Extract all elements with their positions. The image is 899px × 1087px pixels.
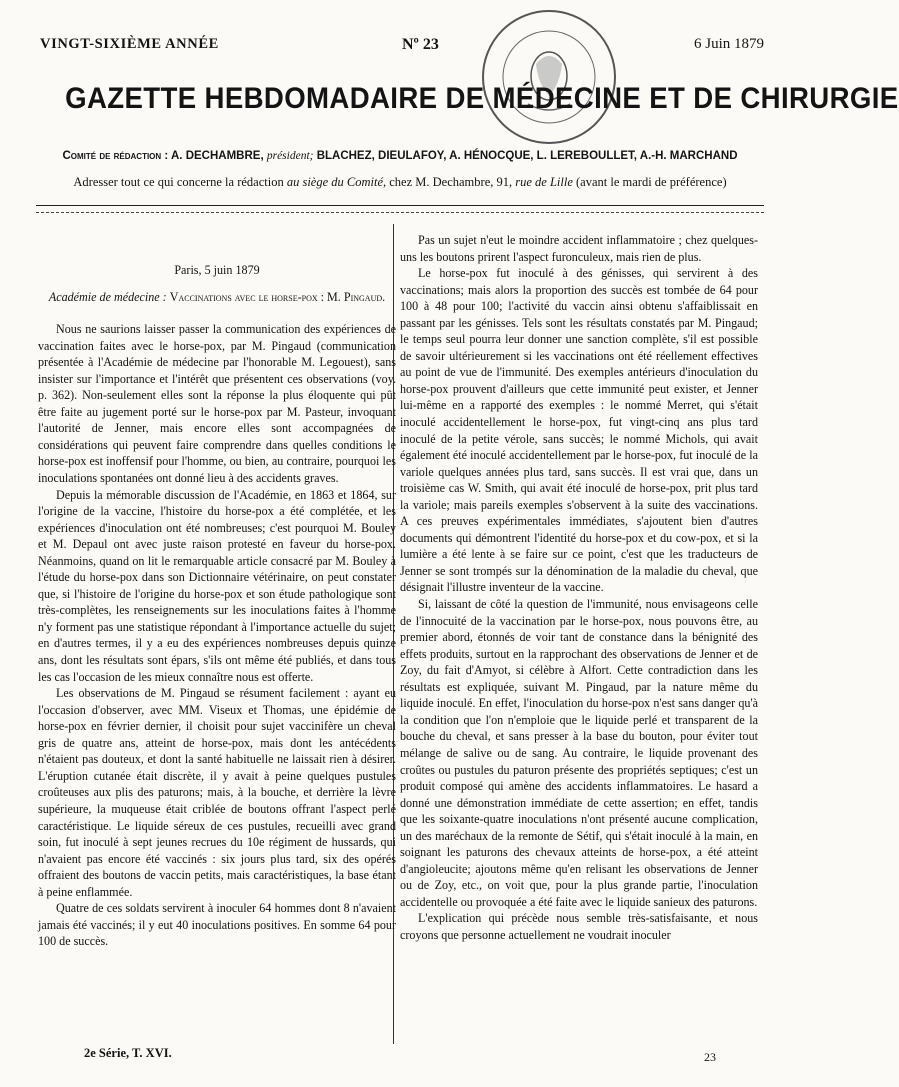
issue-number: Nº 23 xyxy=(402,36,439,53)
journal-title: GAZETTE HEBDOMADAIRE DE MÉDECINE ET DE CHIRURGIE xyxy=(65,82,899,115)
paragraph: Les observations de M. Pingaud se résument facilement : ayant eu l'occasion d'observer, avec MM. Viseux et Thomas, une épidémie de horse-pox en février dernier, il choisit pour sujet vaccinifère un cheval gris de quatre ans, atteint de horse-pox, mais dont les antécédents n'étaient pas douteux, et dont la santé habituelle ne laissait rien à désirer. L'éruption cutanée était discrète, il y avait à peine quelques pustules croûteuses aux plis des paturons; mais, à la bouche, et derrière la lèvre supérieure, la muqueuse était criblée de boutons offrant l'aspect perlé caractéristique. Le liquide séreux de ces pustules, recueilli avec grand soin, fut inoculé à sept jeunes recrues du 10e régiment de hussards, qui n'avaient pas encore été vaccinés : six jours plus tard, six des opérés offraient des boutons de vaccin petits, mais caractéristiques, la base étant à peine enflammée. xyxy=(38,686,396,899)
comite-label: Comité de rédaction : xyxy=(62,150,169,162)
paragraph: Depuis la mémorable discussion de l'Académie, en 1863 et 1864, sur l'origine de la vaccine, l'histoire du horse-pox a été complétée, et les expériences d'inoculation ont été nombreuses; c'est pourquoi M. Bouley et M. Depaul ont avec juste raison protesté en faveur du horse-pox. Néanmoins, quand on lit le remarquable article consacré par M. Bouley à l'étude du horse-pox dans son Dictionnaire vétérinaire, on peut constater que, si l'histoire de l'origine du horse-pox et son étude pathologique sont très-complètes, les renseignements sur les inoculations faites à l'homme n'y forment pas une statistique répondant à l'importance actuelle du sujet; en d'autres termes, il y a eu des expériences nombreuses depuis quinze ans, dont les résultats sont épars, s'ils ont même été publiés, et dans tous les cas l'occasion de les mieux connaître nous est offerte. xyxy=(38,487,396,684)
paragraph: Quatre de ces soldats servirent à inoculer 64 hommes dont 8 n'avaient jamais été vaccinés; il y eut 40 inoculations positives. En somme 64 pour 100 de succès. xyxy=(38,901,396,949)
library-stamp-icon xyxy=(476,4,622,150)
issue-date: 6 Juin 1879 xyxy=(693,36,764,52)
paragraph: L'explication qui précède nous semble très-satisfaisante, et nous croyons que personne actuellement ne voudrait inoculer xyxy=(400,911,758,942)
dateline: Paris, 5 juin 1879 xyxy=(174,263,260,277)
paragraph: Le horse-pox fut inoculé à des génisses, qui servirent à des vaccinations; mais alors la proportion des succès est tombée de 64 pour 100 à 48 pour 100; l'activité du vaccin ainsi obtenu s'affaiblissait en passant par les génisses. Tels sont les résultats constatés par M. Pingaud; le temps seul pourra leur donner une sanction complète, s'il est possible de savoir ultérieurement si les vaccinations ont été réellement effectives au point de vue de l'immunité. Des exemples antérieurs d'inoculation du horse-pox prouvent d'ailleurs que cette immunité peut exister, et Jenner lui-même en a rapporté des exemples : le nommé Merret, qui s'était inoculé accidentellement le horse-pox, fut vingt-cinq ans plus tard inoculé de la petite vérole, sans succès; le nommé Michols, qui avait également été inoculé accidentellement par le horse-pox, fut inoculé de la variole quelques années plus tard, sans succès. Il est vrai que, dans un troisième cas W. Smith, qui avait été inoculé de horse-pox, prit plus tard la variole; mais pareils exemples s'observent à la suite des vaccinations. A ces preuves expérimentales immédiates, s'ajoutent bien d'autres documents qui démontrent l'identité du horse-pox et du cow-pox, et si la lumière a été lente à se faire sur ce point, c'est que les traducteurs de Jenner se sont trompés sur la dénomination de la maladie du cheval, que désignait l'illustre inventeur de la vaccine. xyxy=(400,266,758,595)
edition-label: VINGT-SIXIÈME ANNÉE xyxy=(40,36,219,52)
right-body xyxy=(400,232,758,944)
page-number: 23 xyxy=(704,1050,716,1064)
comite-members: BLACHEZ, DIEULAFOY, A. HÉNOCQUE, L. LEREBOULLET, A.-H. MARCHAND xyxy=(316,150,738,162)
right-column xyxy=(400,232,758,944)
adresse-part-2: chez M. Dechambre, 91, xyxy=(389,175,513,189)
header-rule xyxy=(36,205,764,206)
adresse-part-3: (avant le mardi de préférence) xyxy=(576,175,727,189)
left-body xyxy=(38,321,396,950)
series-label: 2e Série, T. XVI. xyxy=(84,1046,172,1060)
adresse-italic-2: rue de Lille xyxy=(515,175,573,189)
rubric: Académie de médecine : xyxy=(48,289,167,304)
headline: Vaccinations avec le horse-pox : M. Pingaud. xyxy=(169,289,386,304)
comite-president: A. DECHAMBRE, xyxy=(171,150,264,162)
header-rule-dashed xyxy=(36,212,764,213)
paragraph: Nous ne saurions laisser passer la communication des expériences de vaccination faites avec le horse-pox, par M. Pingaud (communication présentée à l'Académie de médecine par l'honorable M. Legouest), sans insister sur l'importance et l'intérêt que présentent ces observations (voy. p. 362). Non-seulement elles sont la réponse la plus éloquente qui pût être faite au jugement porté sur le horse-pox par M. Pasteur, invoquant l'autorité de Jenner, mais encore elles sont accompagnées de considérations qui peuvent faire comprendre dans quelles conditions le horse-pox est inoffensif pour l'homme, ou bien, au contraire, pourquoi les inoculations spontanées ont donné lieu à des accidents graves. xyxy=(38,322,396,486)
address-line xyxy=(36,175,764,190)
president-word: président; xyxy=(266,150,314,162)
adresse-italic-1: au siège du Comité, xyxy=(286,175,387,189)
adresse-part-1: Adresser tout ce qui concerne la rédaction xyxy=(73,175,284,189)
left-column xyxy=(38,262,396,950)
editorial-committee xyxy=(36,150,764,162)
paragraph: Pas un sujet n'eut le moindre accident inflammatoire ; chez quelques-uns les boutons prirent l'aspect furonculeux, mais rien de plus. xyxy=(400,233,758,264)
article-heading xyxy=(38,289,396,306)
paragraph: Si, laissant de côté la question de l'immunité, nous envisageons celle de l'innocuité de la vaccination par le horse-pox, nous pouvons être, au premier abord, étonnés de voir tant de constance dans la bénignité des effets produits, surtout en la rapprochant des observations de Jenner et de Zoy, du fait d'Amyot, si célèbre à Alfort. Cette contradiction dans les résultats est expliquée, suivant M. Pingaud, par la nature même du liquide inoculé. En effet, l'inoculation du horse-pox n'est sans danger qu'à la condition que l'on n'emploie que le liquide perlé et transparent de la bouche du cheval, et sans presser à la base du bouton, pour éviter tout mélange de salive ou de sang. Au contraire, le liquide provenant des croûtes ou pustules du paturon présente des propriétés septiques; c'est un produit composé qui amène des accidents inflammatoires. Le hasard a donné une démonstration immédiate de cette assertion; en effet, tandis que les soixante-quatre inoculations n'ont présenté aucune complication, un des maréchaux de la remonte de Sétif, qui s'était inoculé à la main, en soignant les paturons des chevaux atteints de horse-pox, a été atteint d'angioleucite; ajoutons même qu'en relisant les observations de Jenner ou de Zoy, etc., on voit que, pour la plus grande partie, l'inoculation accidentelle ou provoquée a été faite avec le liquide sanieux des paturons. xyxy=(400,597,758,909)
masthead-line xyxy=(36,18,764,62)
